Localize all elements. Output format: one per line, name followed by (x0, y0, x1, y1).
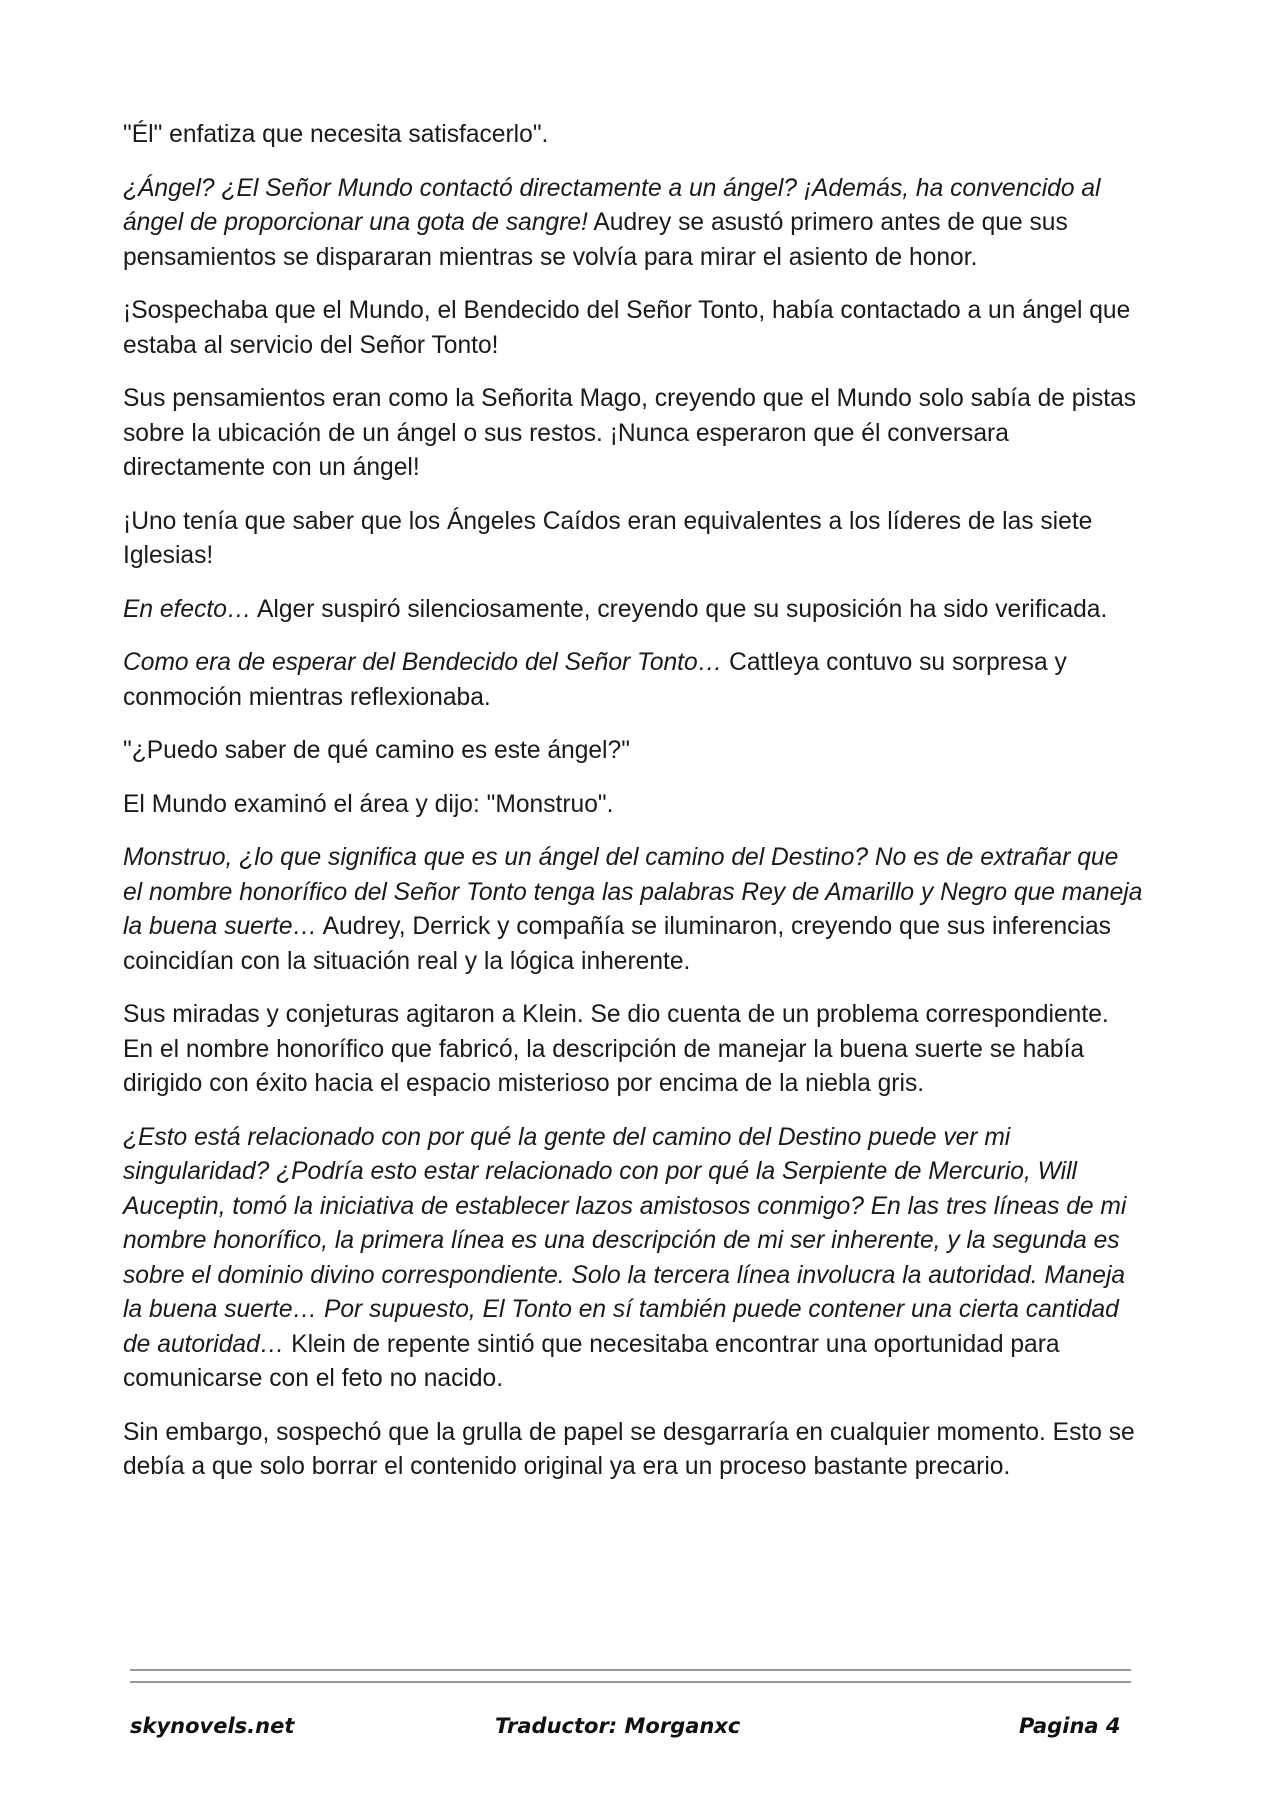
paragraph-8: "¿Puedo saber de qué camino es este ángel?" (123, 737, 630, 764)
footer-translator: Traductor: Morganxc (495, 1714, 741, 1738)
paragraph-4: Sus pensamientos eran como la Señorita Mago, creyendo que el Mundo solo sabía de pistas sobre la ubicación de un ángel o sus restos. ¡Nunca esperaron que él conversara directamente con un ángel! (123, 385, 1137, 481)
page-footer (0, 1714, 1280, 1750)
paragraph-13: Sin embargo, sospechó que la grulla de papel se desgarraría en cualquier momento. Esto se debía a que solo borrar el contenido original ya era un proceso bastante precario. (123, 1418, 1135, 1480)
paragraph-11: Sus miradas y conjeturas agitaron a Klein. Se dio cuenta de un problema correspondiente. En el nombre honorífico que fabricó, la descripción de manejar la buena suerte se había dirigido con éxito hacia el espacio misterioso por encima de la niebla gris. (123, 1001, 1109, 1097)
paragraph-1: "Él" enfatiza que necesita satisfacerlo". (123, 121, 549, 148)
paragraph-9: El Mundo examinó el área y dijo: "Monstruo". (123, 790, 614, 818)
paragraph-2: ¿Ángel? ¿El Señor Mundo contactó directamente a un ángel? ¡Además, ha convencido al ángel de proporcionar una gota de sangre! Audrey se asustó primero antes de que sus pensamientos se dispararan mientras se volvía para mirar el asiento de honor. (123, 174, 1101, 271)
footer-site: skynovels.net (130, 1714, 295, 1738)
paragraph-5: ¡Uno tenía que saber que los Ángeles Caídos eran equivalentes a los líderes de las siete Iglesias! (123, 507, 1093, 569)
page-body (123, 118, 1143, 1504)
paragraph-3: ¡Sospechaba que el Mundo, el Bendecido del Señor Tonto, había contactado a un ángel que estaba al servicio del Señor Tonto! (123, 297, 1131, 359)
paragraph-6: En efecto… Alger suspiró silenciosamente, creyendo que su suposición ha sido verificada. (123, 595, 1108, 623)
footer-divider-bottom (130, 1681, 1131, 1683)
footer-page-number: Pagina 4 (1019, 1714, 1121, 1738)
paragraph-10: Monstruo, ¿lo que significa que es un ángel del camino del Destino? No es de extrañar que el nombre honorífico del Señor Tonto tenga las palabras Rey de Amarillo y Negro que maneja la buena suerte… Audrey, Derrick y compañía se iluminaron, creyendo que sus inferencias coincidían con la situación real y la lógica inherente. (123, 844, 1143, 975)
footer-divider-top (130, 1669, 1131, 1671)
paragraph-7: Como era de esperar del Bendecido del Señor Tonto… Cattleya contuvo su sorpresa y conmoción mientras reflexionaba. (123, 649, 1067, 711)
paragraph-12: ¿Esto está relacionado con por qué la gente del camino del Destino puede ver mi singularidad? ¿Podría esto estar relacionado con por qué la Serpiente de Mercurio, Will Auceptin, tomó la iniciativa de establecer lazos amistosos conmigo? En las tres líneas de mi nombre honorífico, la primera línea es una descripción de mi ser inherente, y la segunda es sobre el dominio divino correspondiente. Solo la tercera línea involucra la autoridad. Maneja la buena suerte… Por supuesto, El Tonto en sí también puede contener una cierta cantidad de autoridad… Klein de repente sintió que necesitaba encontrar una oportunidad para comunicarse con el feto no nacido. (123, 1123, 1127, 1392)
